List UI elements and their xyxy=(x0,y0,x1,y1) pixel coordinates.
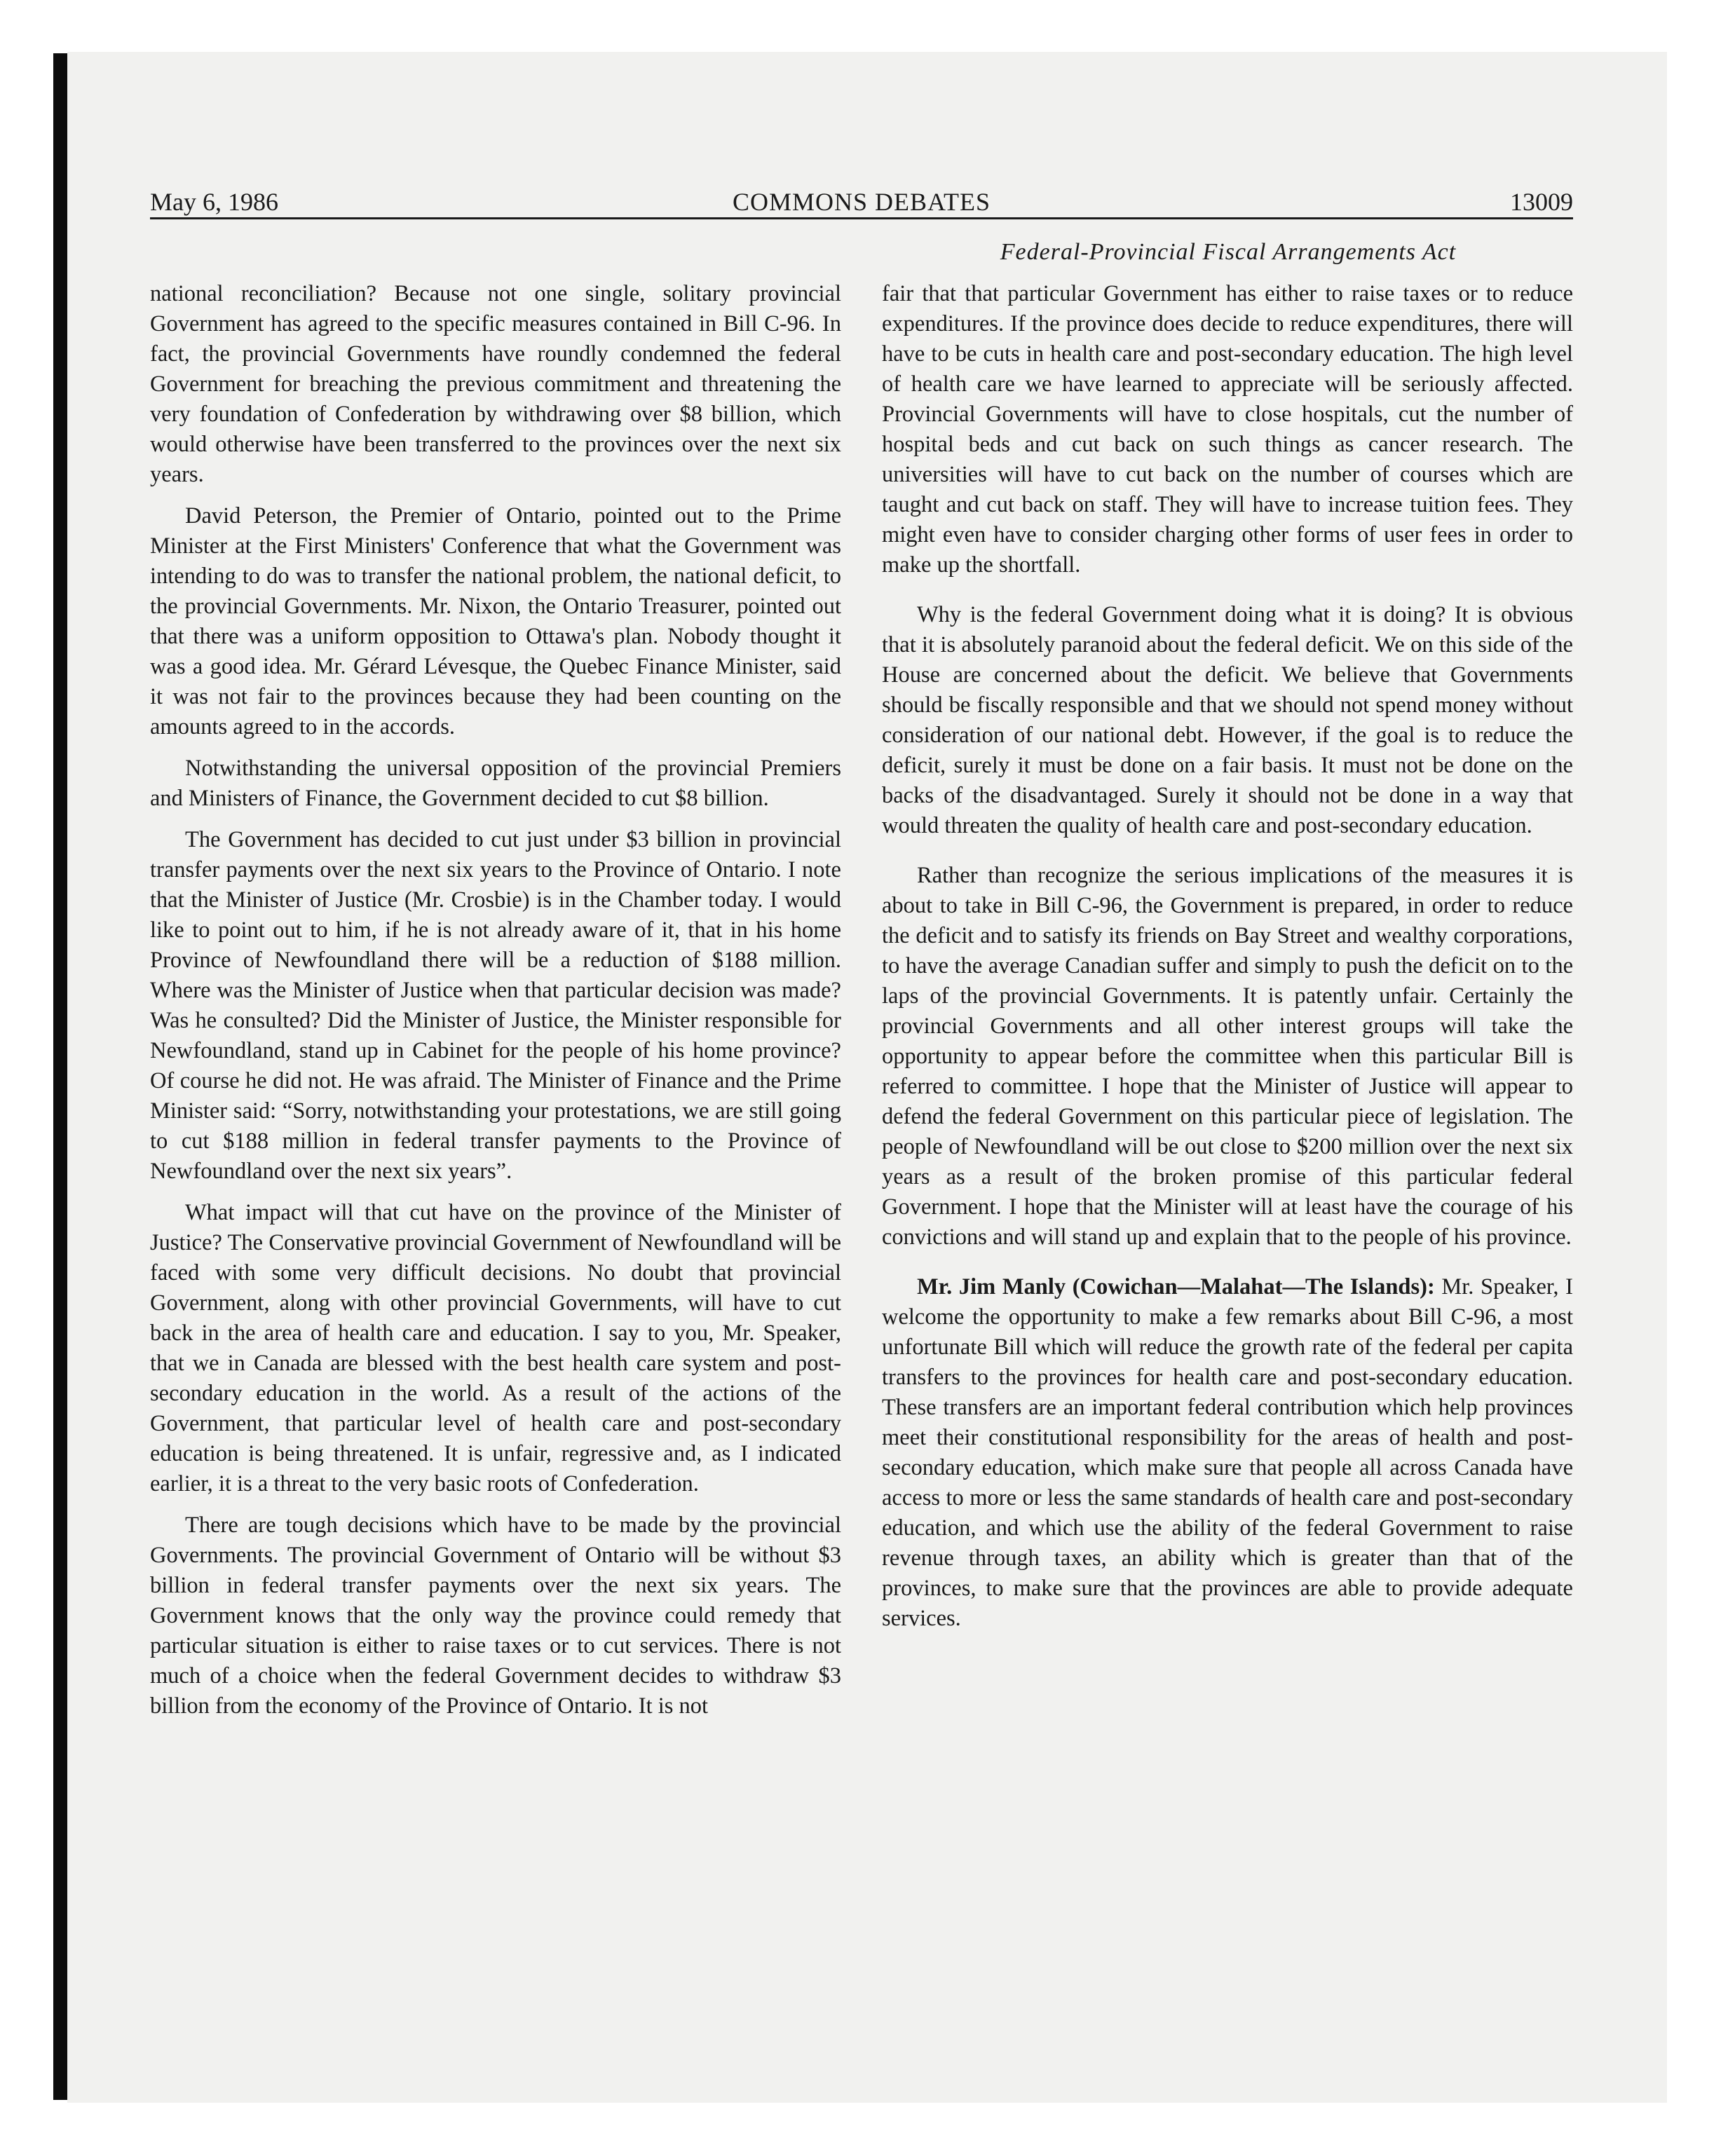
speaker-name: Mr. Jim Manly (Cowichan—Malahat—The Islands): xyxy=(917,1274,1435,1299)
left-column xyxy=(150,279,841,1733)
paragraph: Why is the federal Government doing what it is doing? It is obvious that it is absolutely paranoid about the federal deficit. We on this side of the House are concerned about the deficit. We believe that Governments should be fiscally responsible and that we should not spend money without consideration of our national debt. However, if the goal is to reduce the deficit, surely it must be done on a fair basis. It must not be done on the backs of the disadvantaged. Surely it should not be done in a way that would threaten the quality of health care and post-secondary education. xyxy=(882,602,1573,838)
scan-edge xyxy=(53,53,67,2100)
paragraph: David Peterson, the Premier of Ontario, pointed out to the Prime Minister at the First Ministers' Conference that what the Government was intending to do was to transfer the national problem, the national deficit, to the provincial Governments. Mr. Nixon, the Ontario Treasurer, pointed out that there was a uniform opposition to Ottawa's plan. Nobody thought it was a good idea. Mr. Gérard Lévesque, the Quebec Finance Minister, said it was not fair to the provinces because they had been counting on the amounts agreed to in the accords. xyxy=(150,503,841,739)
header-title: COMMONS DEBATES xyxy=(732,188,991,216)
paragraph: Rather than recognize the serious implications of the measures it is about to take in Bill C-96, the Government is prepared, in order to reduce the deficit and to satisfy its friends on Bay Street and wealthy corporations, to have the average Canadian suffer and simply to push the deficit on to the laps of the provincial Governments. It is patently unfair. Certainly the provincial Governments and all other interest groups will take the opportunity to appear before the committee when this particular Bill is referred to committee. I hope that the Minister of Justice will appear to defend the federal Government on this particular piece of legislation. The people of Newfoundland will be out close to $200 million over the next six years as a result of the broken promise of this particular federal Government. I hope that the Minister will at least have the courage of his convictions and will stand up and explain that to the people of his province. xyxy=(882,863,1573,1250)
speech-text: Mr. Speaker, I welcome the opportunity to make a few remarks about Bill C-96, a most unfortunate Bill which will reduce the growth rate of the federal per capita transfers to the provinces for health care and post-secondary education. These transfers are an important federal contribution which help provinces meet their constitutional responsibility for the areas of health and post-secondary education, which make sure that people all across Canada have access to more or less the same standards of health care and post-secondary education, and which use the ability of the federal Government to raise revenue through taxes, an ability which is greater than that of the provinces, to make sure that the provinces are able to provide adequate services. xyxy=(882,1274,1573,1631)
paragraph: Notwithstanding the universal opposition of the provincial Premiers and Ministers of Finance, the Government decided to cut $8 billion. xyxy=(150,756,841,811)
right-column xyxy=(882,279,1573,1645)
paragraph: national reconciliation? Because not one single, solitary provincial Government has agreed to the specific measures contained in Bill C-96. In fact, the provincial Governments have roundly condemned the federal Government for breaching the previous commitment and threatening the very foundation of Confederation by withdrawing over $8 billion, which would otherwise have been transferred to the provinces over the next six years. xyxy=(150,281,841,487)
paragraph: What impact will that cut have on the province of the Minister of Justice? The Conservative provincial Government of Newfoundland will be faced with some very difficult decisions. No doubt that provincial Government, along with other provincial Governments, will have to cut back in the area of health care and education. I say to you, Mr. Speaker, that we in Canada are blessed with the best health care system and post-secondary education in the world. As a result of the actions of the Government, that particular level of health care and post-secondary education is being threatened. It is unfair, regressive and, as I indicated earlier, it is a threat to the very basic roots of Confederation. xyxy=(150,1200,841,1496)
speech-paragraph xyxy=(882,1272,1573,1634)
header-date: May 6, 1986 xyxy=(150,188,278,216)
paragraph: The Government has decided to cut just under $3 billion in provincial transfer payments over the next six years to the Province of Ontario. I note that the Minister of Justice (Mr. Crosbie) is in the Chamber today. I would like to point out to him, if he is not already aware of it, that in his home Province of Newfoundland there will be a reduction of $188 million. Where was the Minister of Justice when that particular decision was made? Was he consulted? Did the Minister of Justice, the Minister responsible for Newfoundland, stand up in Cabinet for the people of his home province? Of course he did not. He was afraid. The Minister of Finance and the Prime Minister said: “Sorry, notwithstanding your protestations, we are still going to cut $188 million in federal transfer payments to the Province of Newfoundland over the next six years”. xyxy=(150,827,841,1184)
paragraph: fair that that particular Government has either to raise taxes or to reduce expenditures. If the province does decide to reduce expenditures, there will have to be cuts in health care and post-secondary education. The high level of health care we have learned to appreciate will be seriously affected. Provincial Governments will have to close hospitals, cut the number of hospital beds and cut back on such things as cancer research. The universities will have to cut back on the number of courses which are taught and cut back on staff. They will have to increase tuition fees. They might even have to consider charging other forms of user fees in order to make up the shortfall. xyxy=(882,281,1573,578)
paragraph: There are tough decisions which have to be made by the provincial Governments. The provincial Government of Ontario will be without $3 billion in federal transfer payments over the next six years. The Government knows that the only way the province could remedy that particular situation is either to raise taxes or to cut services. There is not much of a choice when the federal Government decides to withdraw $3 billion from the economy of the Province of Ontario. It is not xyxy=(150,1513,841,1719)
page-header xyxy=(150,186,1573,219)
running-head: Federal-Provincial Fiscal Arrangements Act xyxy=(1000,239,1457,265)
page-number: 13009 xyxy=(1510,188,1573,216)
